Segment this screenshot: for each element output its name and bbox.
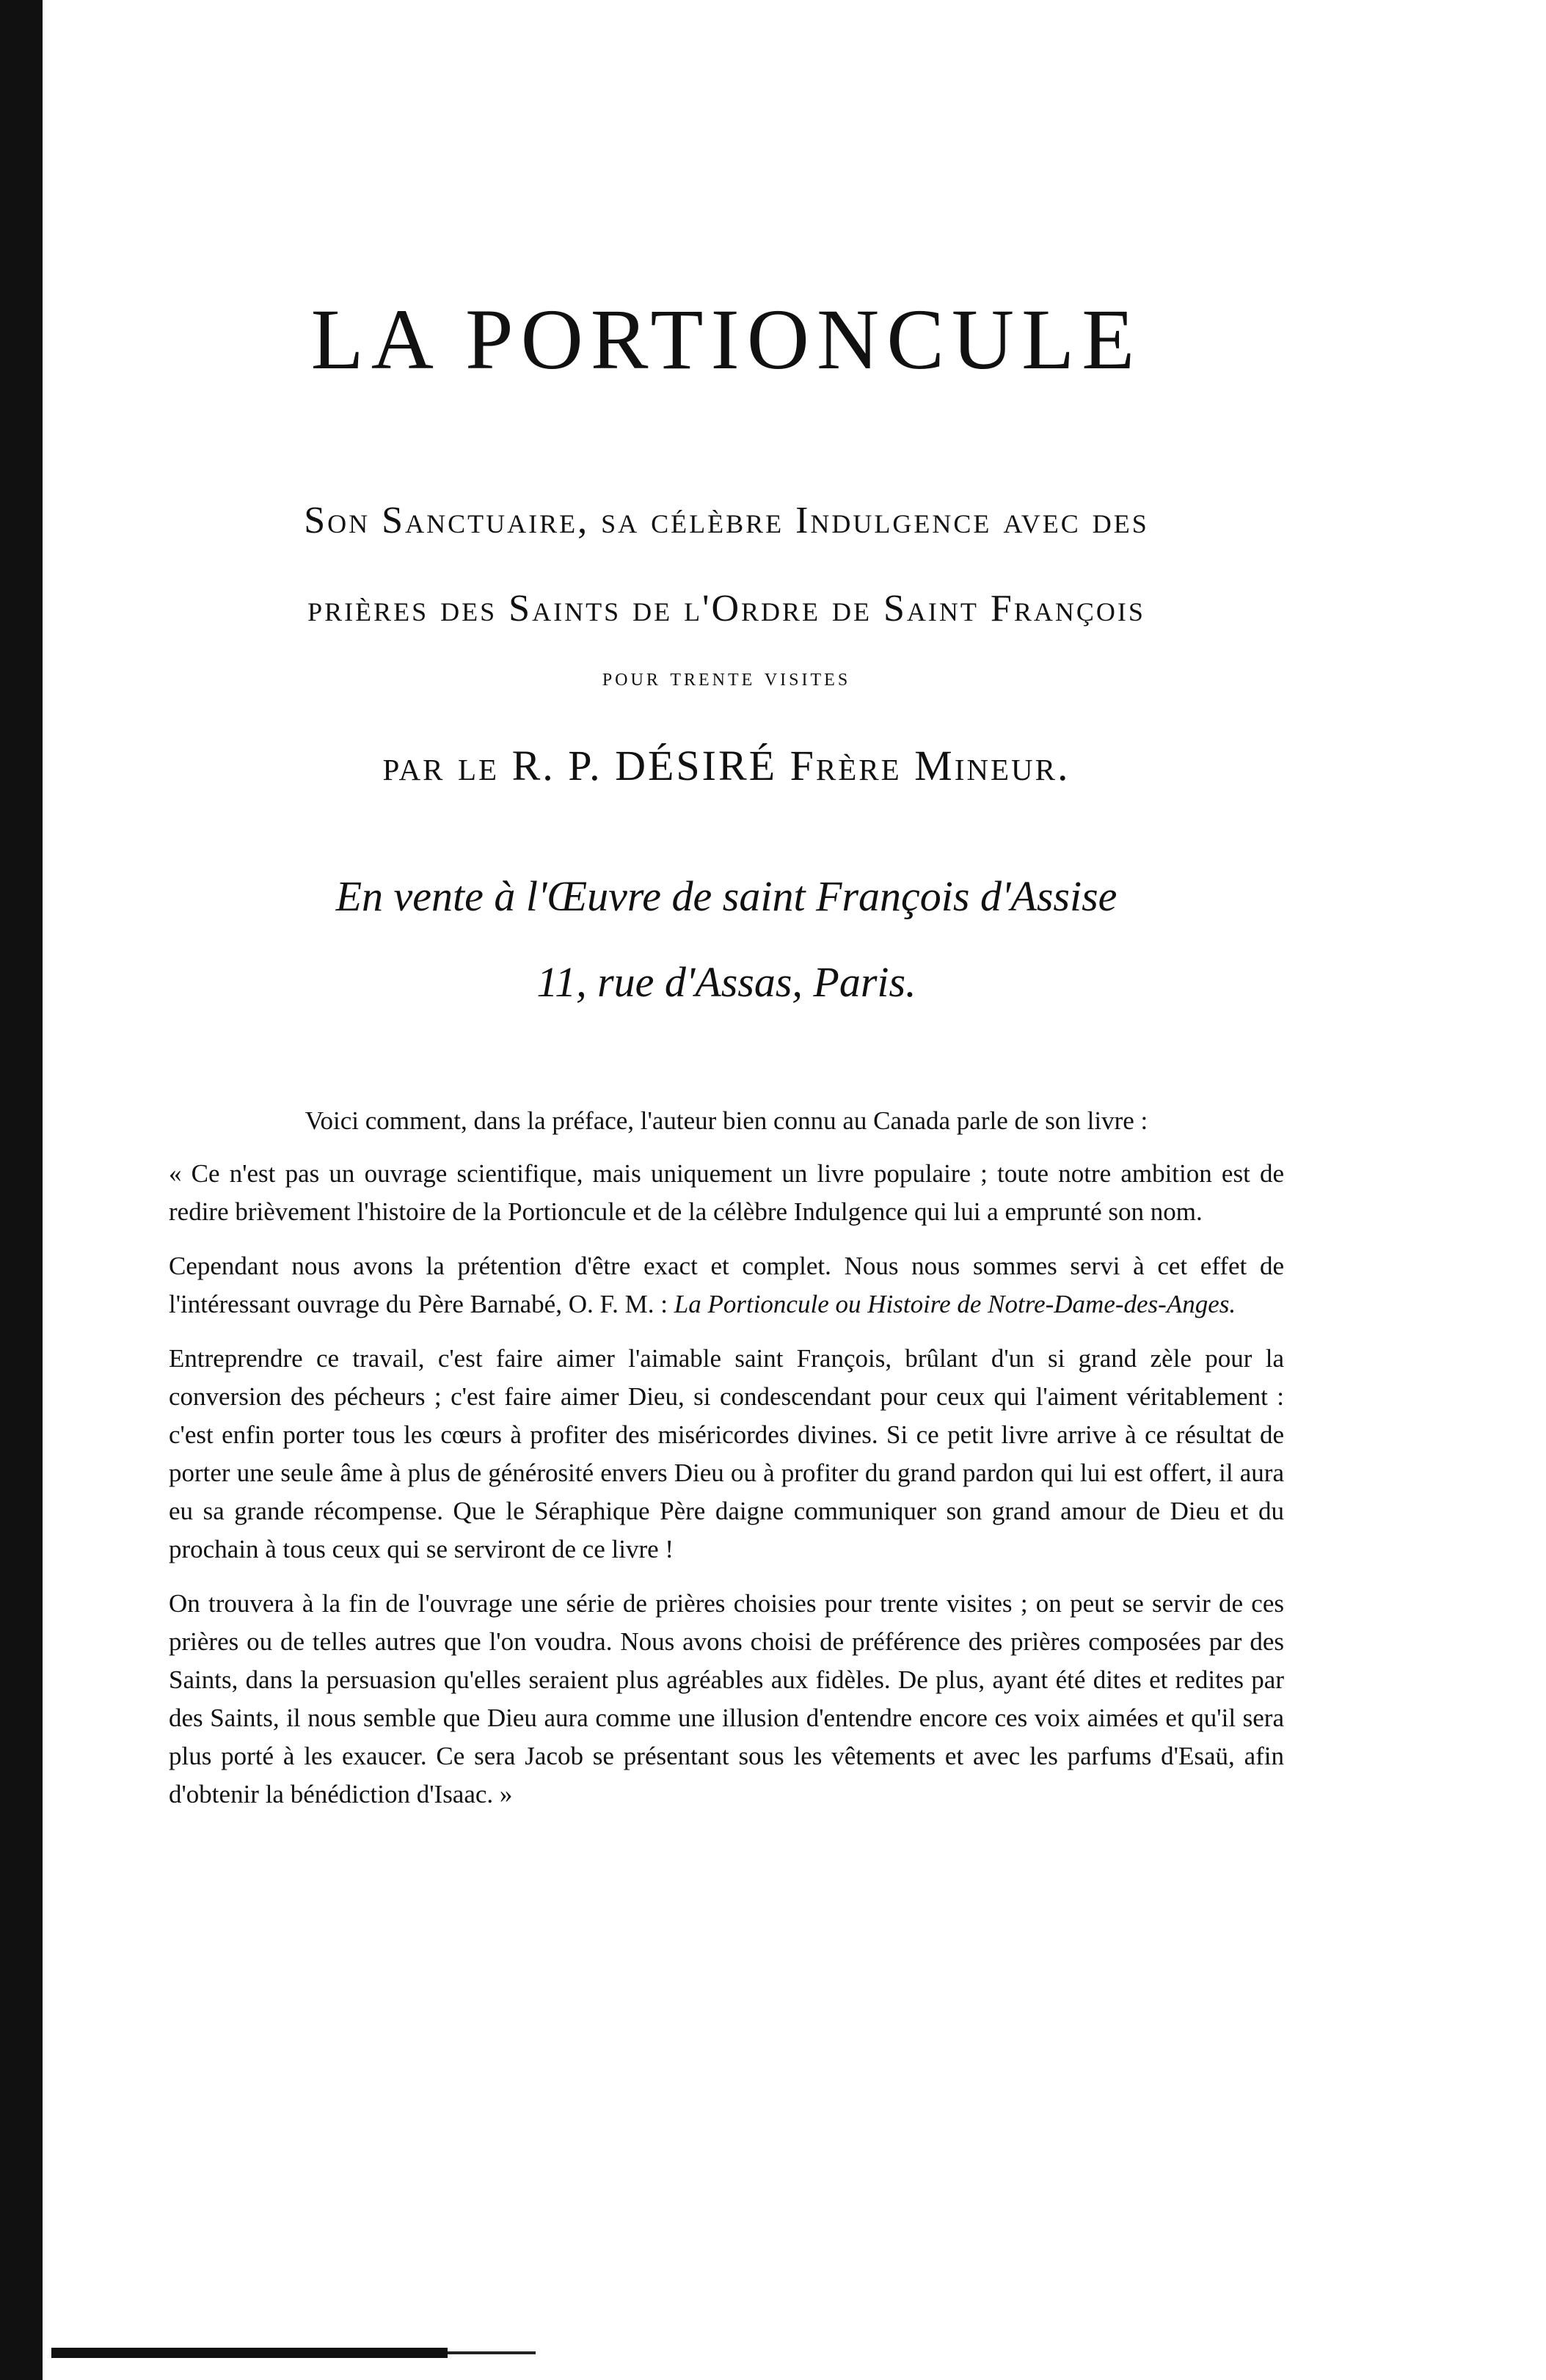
subtitle-line-3: pour trente visites (602, 664, 851, 691)
paragraph-2-book-title: La Portioncule ou Histoire de Notre-Dame-des-Anges. (674, 1290, 1236, 1318)
intro-paragraph: Voici comment, dans la préface, l'auteur bien connu au Canada parle de son livre : (305, 1106, 1148, 1135)
paragraph-1: « Ce n'est pas un ouvrage scientifique, mais uniquement un livre populaire ; toute notre ambition est de redire brièvement l'histoire de la Portioncule et de la célèbre Indulgence qui lui a emprunté son nom. (169, 1159, 1284, 1226)
author-line: par le R. P. DÉSIRÉ Frère Mineur. (382, 742, 1071, 789)
page-title: LA PORTIONCULE (310, 291, 1142, 387)
scan-bottom-rule-thin (448, 2351, 536, 2354)
subtitle-line-2: prières des Saints de l'Ordre de Saint François (307, 588, 1145, 629)
paragraph-2 (169, 1247, 1284, 1324)
body-text (169, 1102, 1284, 1830)
paragraph-3: Entreprendre ce travail, c'est faire aimer l'aimable saint François, brûlant d'un si grand zèle pour la conversion des pécheurs ; c'est faire aimer Dieu, si condescendant pour ceux qui l'aiment véritablement : c'est enfin porter tous les cœurs à profiter des miséricordes divines. Si ce petit livre arrive à ce résultat de porter une seule âme à plus de générosité envers Dieu ou à profiter du grand pardon qui lui est offert, il aura eu sa grande récompense. Que le Séraphique Père daigne communiquer son grand amour de Dieu et du prochain à tous ceux qui se serviront de ce livre ! (169, 1344, 1284, 1563)
paragraph-2-text: Cependant nous avons la prétention d'être exact et complet. Nous nous sommes servi à cet effet de l'intéressant ouvrage du Père Barnabé, O. F. M. : (169, 1252, 1284, 1318)
paragraph-4: On trouvera à la fin de l'ouvrage une série de prières choisies pour trente visites ; on peut se servir de ces prières ou de telles autres que l'on voudra. Nous avons choisi de préférence des prières composées par des Saints, dans la persuasion qu'elles seraient plus agréables aux fidèles. De plus, ayant été dites et redites par des Saints, il nous semble que Dieu aura comme une illusion d'entendre encore ces voix aimées et qu'il sera plus porté à les exaucer. Ce sera Jacob se présentant sous les vêtements et avec les parfums d'Esaü, afin d'obtenir la bénédiction d'Isaac. » (169, 1589, 1284, 1808)
scan-bottom-rule (51, 2348, 448, 2358)
subtitle-line-1: Son Sanctuaire, sa célèbre Indulgence avec des (304, 500, 1149, 541)
sale-line-1: En vente à l'Œuvre de saint François d'Assise (335, 872, 1117, 920)
sale-address: 11, rue d'Assas, Paris. (536, 958, 916, 1006)
scan-left-edge (0, 0, 43, 2380)
